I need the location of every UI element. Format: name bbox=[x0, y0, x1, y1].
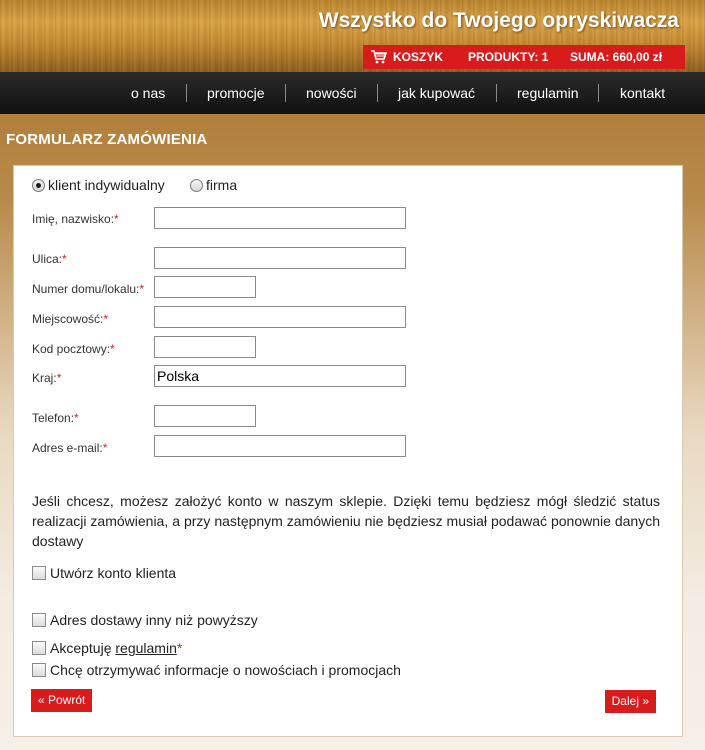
house-number-input[interactable] bbox=[154, 276, 256, 298]
nav-item-o-nas[interactable]: o nas bbox=[131, 85, 166, 101]
nav-item-jak-kupowac[interactable]: jak kupować bbox=[398, 85, 476, 101]
different-address-checkbox[interactable] bbox=[32, 613, 46, 627]
radio-company[interactable] bbox=[190, 177, 237, 193]
radio-company-label[interactable]: firma bbox=[206, 177, 238, 193]
header bbox=[0, 0, 705, 72]
nav-item-nowosci[interactable]: nowości bbox=[306, 85, 357, 101]
street-input[interactable] bbox=[154, 247, 406, 269]
required-marker: * bbox=[176, 640, 183, 656]
radio-checked-icon[interactable] bbox=[32, 179, 45, 192]
create-account-label[interactable]: Utwórz konto klienta bbox=[50, 565, 177, 581]
radio-individual[interactable] bbox=[32, 177, 165, 193]
newsletter-checkbox[interactable] bbox=[32, 663, 46, 677]
email-input[interactable] bbox=[154, 435, 406, 457]
cart-products-count: PRODUKTY: 1 bbox=[468, 50, 549, 64]
cart-label[interactable]: KOSZYK bbox=[393, 50, 444, 64]
accept-terms-label[interactable]: Akceptuję bbox=[50, 640, 112, 656]
name-input[interactable] bbox=[154, 207, 406, 229]
phone-input[interactable] bbox=[154, 405, 256, 427]
terms-link[interactable]: regulamin bbox=[115, 640, 177, 656]
street-label: Ulica:* bbox=[32, 252, 67, 266]
radio-unchecked-icon[interactable] bbox=[190, 179, 203, 192]
newsletter-checkbox-row[interactable] bbox=[32, 662, 401, 678]
nav-separator bbox=[496, 84, 497, 102]
name-label: Imię, nazwisko:* bbox=[32, 212, 119, 226]
main-nav bbox=[0, 72, 705, 114]
next-button[interactable]: Dalej » bbox=[605, 690, 656, 713]
shopping-cart-icon bbox=[371, 50, 387, 64]
country-input[interactable] bbox=[154, 365, 406, 387]
postal-code-input[interactable] bbox=[154, 336, 256, 358]
nav-separator bbox=[285, 84, 286, 102]
site-title: Wszystko do Twojego opryskiwacza bbox=[318, 9, 679, 32]
city-label: Miejscowość:* bbox=[32, 312, 109, 326]
page-title: FORMULARZ ZAMÓWIENIA bbox=[6, 131, 208, 148]
order-form bbox=[13, 165, 683, 737]
nav-item-kontakt[interactable]: kontakt bbox=[620, 85, 666, 101]
postal-code-label: Kod pocztowy:* bbox=[32, 342, 115, 356]
city-input[interactable] bbox=[154, 306, 406, 328]
accept-terms-checkbox-row[interactable] bbox=[32, 640, 182, 656]
cart-bar[interactable] bbox=[363, 45, 685, 69]
house-number-label: Numer domu/lokalu:* bbox=[32, 282, 145, 296]
create-account-checkbox[interactable] bbox=[32, 566, 46, 580]
nav-item-promocje[interactable]: promocje bbox=[207, 85, 265, 101]
accept-terms-checkbox[interactable] bbox=[32, 641, 46, 655]
phone-label: Telefon:* bbox=[32, 411, 79, 425]
back-button[interactable]: « Powrót bbox=[31, 689, 92, 712]
create-account-checkbox-row[interactable] bbox=[32, 565, 176, 581]
newsletter-label[interactable]: Chcę otrzymywać informacje o nowościach i promocjach bbox=[50, 662, 401, 678]
different-address-checkbox-row[interactable] bbox=[32, 612, 258, 628]
email-label: Adres e-mail:* bbox=[32, 441, 108, 455]
account-info-text: Jeśli chcesz, możesz założyć konto w naszym sklepie. Dzięki temu będziesz mógł śledzić status realizacji zamówienia, a przy następnym zamówieniu nie będziesz musiał podawać ponownie danych dostawy bbox=[32, 493, 660, 549]
nav-item-regulamin[interactable]: regulamin bbox=[517, 85, 579, 101]
cart-sum: SUMA: 660,00 zł bbox=[570, 50, 663, 64]
nav-separator bbox=[186, 84, 187, 102]
radio-individual-label[interactable]: klient indywidualny bbox=[48, 177, 165, 193]
nav-separator bbox=[598, 84, 599, 102]
nav-separator bbox=[377, 84, 378, 102]
different-address-label[interactable]: Adres dostawy inny niż powyższy bbox=[50, 612, 258, 628]
country-label: Kraj:* bbox=[32, 371, 62, 385]
